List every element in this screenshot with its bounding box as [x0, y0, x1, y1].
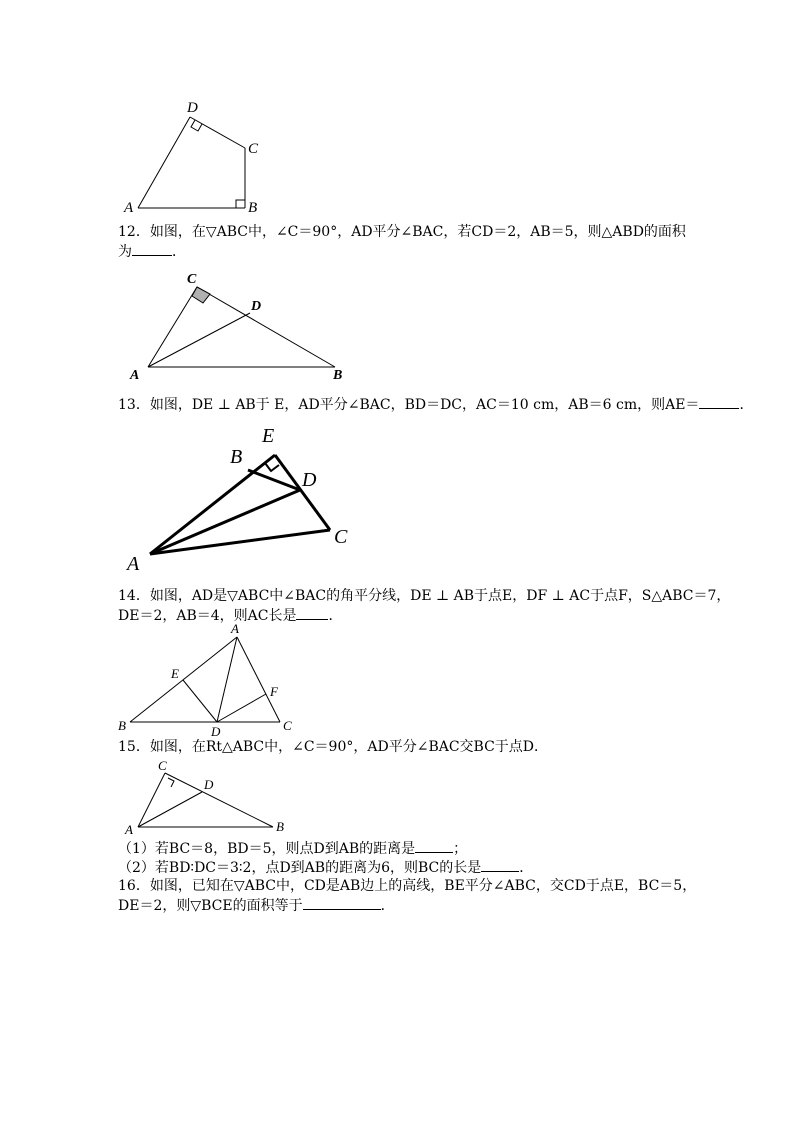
q14-line1: 14．如图，AD是▽ABC中∠BAC的角平分线，DE ⊥ AB于点E，DF ⊥ AC于点F，S△ABC＝7， — [118, 588, 731, 604]
fig12-label-c: C — [187, 272, 197, 287]
q15-sub2 — [118, 858, 533, 878]
q15-sub1-end: ； — [453, 841, 468, 857]
fig14-label-f: F — [270, 684, 278, 699]
fig14-label-b: B — [118, 718, 126, 733]
fig13-label-e: E — [262, 425, 275, 447]
figure-q12-triangle — [0, 265, 793, 385]
q14-answer-blank[interactable] — [296, 606, 328, 620]
figure-q14-triangle — [0, 620, 793, 740]
q13-line1-text: 13．如图，DE ⊥ AB于 E，AD平分∠BAC，BD＝DC，AC＝10 cm，AB＝6 cm，则AE＝ — [118, 397, 700, 413]
q15-sub2-end: ． — [519, 860, 534, 876]
fig11-label-b: B — [248, 200, 258, 216]
q16-line2-text: DE＝2，则▽BCE的面积等于 — [118, 898, 303, 914]
fig12-label-d: D — [251, 299, 262, 314]
fig14-label-e: E — [171, 666, 179, 681]
q15-sub2-answer-blank[interactable] — [481, 858, 519, 872]
q14-line2-text: DE＝2，AB＝4，则AC长是 — [118, 608, 297, 624]
q15-sub1 — [118, 839, 467, 859]
q15-line1: 15．如图，在Rt△ABC中，∠C＝90°，AD平分∠BAC交BC于点D． — [118, 739, 549, 755]
figure-q13-triangle — [0, 420, 793, 580]
fig13-label-c: C — [334, 526, 348, 548]
fig14-label-d: D — [211, 724, 221, 739]
q12-line1: 12．如图，在▽ABC中，∠C＝90°，AD平分∠BAC，若CD＝2，AB＝5，则△ABD的面积 — [118, 224, 686, 240]
q15-sub1-text: （1）若BC＝8，BD＝5，则点D到AB的距离是 — [118, 841, 416, 857]
fig14-label-c: C — [283, 718, 292, 733]
fig15-label-d: D — [204, 777, 214, 792]
fig13-label-b: B — [230, 446, 243, 468]
fig13-label-a: A — [127, 553, 140, 575]
q12-line2-end: ． — [172, 244, 186, 260]
fig15-label-a: A — [125, 822, 133, 837]
figure-quadrilateral-abcd — [0, 0, 793, 215]
q12-line2 — [118, 242, 186, 262]
fig11-label-c: C — [248, 141, 259, 157]
q16-answer-blank[interactable] — [303, 896, 381, 910]
fig15-label-b: B — [276, 819, 284, 834]
q13-answer-blank[interactable] — [699, 395, 739, 409]
fig12-label-b: B — [333, 368, 343, 383]
q13-line1 — [118, 395, 753, 415]
figure-q15-triangle — [0, 757, 793, 837]
q16-line2 — [118, 896, 395, 916]
fig13-label-d: D — [302, 469, 317, 491]
fig15-label-c: C — [158, 758, 167, 773]
q12-line2-text: 为 — [118, 244, 132, 260]
fig12-label-a: A — [130, 368, 140, 383]
q12-answer-blank[interactable] — [132, 242, 172, 256]
fig11-label-d: D — [187, 100, 198, 116]
q16-line2-end: ． — [380, 898, 395, 914]
q14-line2-end: ． — [328, 608, 343, 624]
q16-line1: 16．如图，已知在▽ABC中，CD是AB边上的高线，BE平分∠ABC，交CD于点E，BC＝5， — [118, 878, 697, 894]
q15-sub1-answer-blank[interactable] — [415, 839, 453, 853]
q15-sub2-text: （2）若BD∶DC＝3∶2，点D到AB的距离为6，则BC的长是 — [118, 860, 482, 876]
q13-line1-end: ． — [739, 397, 754, 413]
fig14-label-a: A — [231, 621, 239, 636]
fig11-label-a: A — [124, 200, 134, 216]
